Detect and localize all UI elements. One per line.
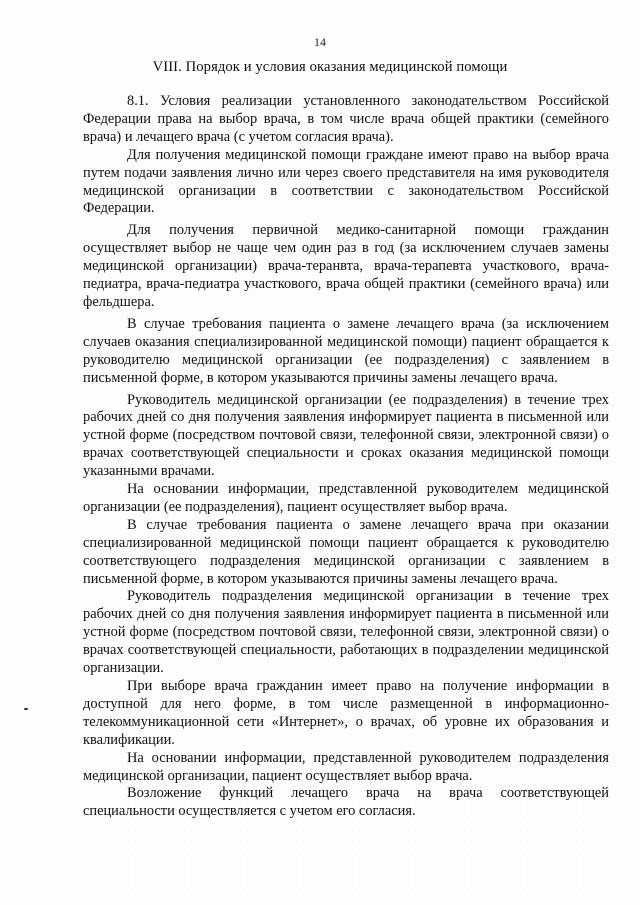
paragraph-information-right: При выборе врача гражданин имеет право на получение информации в доступной для него форме, в том числе размещенной в информационно-телекоммуникационной сети «Интернет», о врачах, об уровне их образования и квалификации. — [83, 678, 609, 748]
paragraph-primary-care-choice: Для получения первичной медико-санитарной помощи гражданин осуществляет выбор не чаще чем один раз в год (за исключением случаев замены медицинской организации) врача-теранвта, врача-терапевта участкового, врача-педиатра, врача-педиатра участкового, врача общей практики (семейного врача) или фельдшера. — [83, 222, 609, 310]
section-title: VIII. Порядок и условия оказания медицинской помощи — [152, 59, 508, 75]
paragraph-replacement-request: В случае требования пациента о замене лечащего врача (за исключением случаев оказания специализированной медицинской помощи) пациент обращается к руководителю медицинской организации (ее подразделения) с заявлением в письменной форме, в котором указываются причины замены лечащего врача. — [83, 315, 609, 386]
paragraph-patient-chooses: На основании информации, представленной руководителем медицинской организации (ее подразделения), пациент осуществляет выбор врача. — [83, 481, 609, 515]
paragraph-head-informs: Руководитель медицинской организации (ее подразделения) в течение трех рабочих дней со дня получения заявления информирует пациента в письменной или устной форме (посредством почтовой связи, телефонной связи, электронной связи) о врачах соответствующей специальности и сроках оказания медицинской помощи указанными врачами. — [83, 391, 609, 480]
paragraph-consent: Возложение функций лечащего врача на врача соответствующей специальности осуществляется с учетом его согласия. — [83, 785, 609, 820]
paragraph-division-head-informs: Руководитель подразделения медицинской организации в течение трех рабочих дней со дня получения заявления информирует пациента в письменной или устной форме (посредством почтовой связи, телефонной связи, электронной связи) о врачах соответствующей специальности, работающих в подразделении медицинской организации. — [83, 588, 609, 677]
paragraph-division-choice: На основании информации, представленной руководителем подразделения медицинской организации, пациент осуществляет выбор врача. — [83, 749, 609, 784]
document-body — [83, 93, 609, 821]
scan-noise — [90, 800, 610, 895]
paragraph-specialized-replacement: В случае требования пациента о замене лечащего врача при оказании специализированной медицинской помощи пациент обращается к руководителю соответствующего подразделения медицинской организации с заявлением в письменной форме, в котором указываются причины замены лечащего врача. — [83, 516, 609, 587]
paragraph-8-1: 8.1. Условия реализации установленного законодательством Российской Федерации права на выбор врача, в том числе врача общей практики (семейного врача) и лечащего врача (с учетом согласия врача). — [83, 93, 609, 145]
page-number: 14 — [314, 35, 326, 49]
paragraph-right-to-choose: Для получения медицинской помощи граждане имеют право на выбор врача путем подачи заявления лично или через своего представителя на имя руководителя медицинской организации в соответствии с законодательством Российской Федерации. — [83, 146, 609, 217]
scan-speck — [24, 708, 28, 710]
